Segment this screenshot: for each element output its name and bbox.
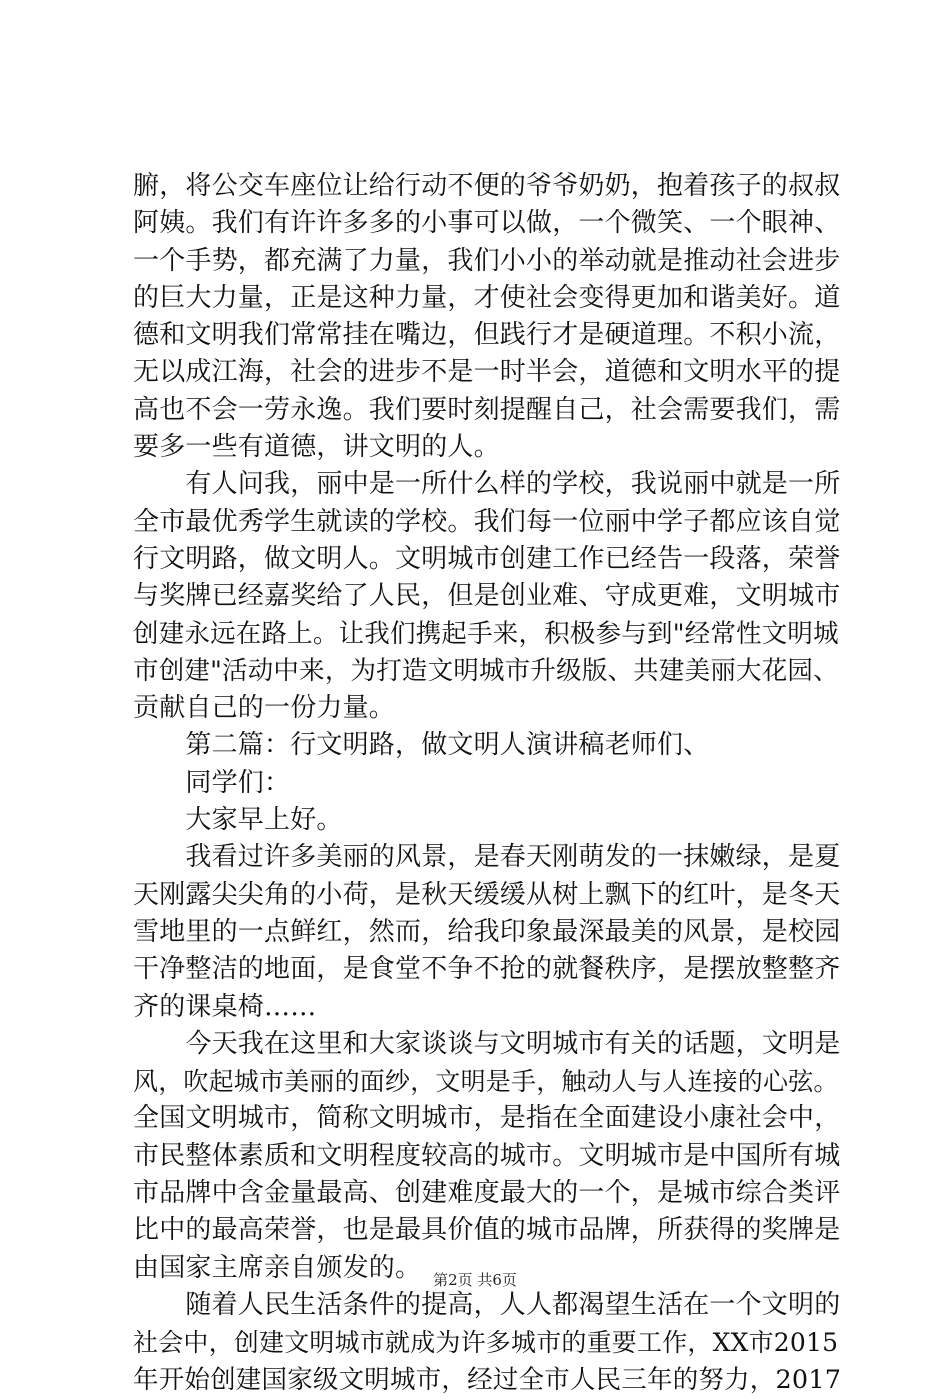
- text-line: 腑，将公交车座位让给行动不便的爷爷奶奶，抱着孩子的叔叔: [133, 171, 841, 201]
- text-line: 一个手势，都充满了力量，我们小小的举动就是推动社会进步: [133, 245, 841, 276]
- text-line: 风，吹起城市美丽的面纱，文明是手，触动人与人连接的心弦。: [133, 1067, 839, 1097]
- text-line: 要多一些有道德，讲文明的人。: [133, 432, 500, 463]
- text-line: 无以成江海，社会的进步不是一时半会，道德和文明水平的提: [133, 357, 841, 388]
- text-line: 贡献自己的一份力量。: [133, 693, 396, 724]
- salutation: 同学们：: [133, 767, 291, 798]
- text-line: 由国家主席亲自颁发的。: [133, 1252, 422, 1283]
- text-line: 市创建"活动中来，为打造文明城市升级版、共建美丽大花园、: [133, 655, 839, 686]
- text-line: 我看过许多美丽的风景，是春天刚萌发的一抹嫩绿，是夏: [133, 842, 841, 873]
- text-line: 天刚露尖尖角的小荷，是秋天缓缓从树上飘下的红叶，是冬天: [133, 879, 841, 910]
- text-line: 市民整体素质和文明程度较高的城市。文明城市是中国所有城: [133, 1140, 841, 1171]
- text-line: 高也不会一劳永逸。我们要时刻提醒自己，社会需要我们，需: [133, 394, 841, 425]
- greeting: 大家早上好。: [133, 805, 343, 836]
- text-line: 的巨大力量，正是这种力量，才使社会变得更加和谐美好。道: [133, 282, 841, 313]
- text-line: 干净整洁的地面，是食堂不争不抢的就餐秩序，是摆放整整齐: [133, 954, 841, 985]
- text-line: 德和文明我们常常挂在嘴边，但践行才是硬道理。不积小流，: [133, 320, 841, 351]
- section-heading: 第二篇：行文明路，做文明人演讲稿老师们、: [133, 730, 710, 761]
- body-text: [133, 168, 842, 1399]
- text-line: 阿姨。我们有许许多多的小事可以做，一个微笑、一个眼神、: [133, 208, 841, 239]
- text-line: 齐的课桌椅……: [133, 991, 317, 1022]
- text-line: 社会中，创建文明城市就成为许多城市的重要工作，XX市2015: [133, 1328, 839, 1358]
- text-line: 比中的最高荣誉，也是最具价值的城市品牌，所获得的奖牌是: [133, 1215, 841, 1246]
- text-line: 全市最优秀学生就读的学校。我们每一位丽中学子都应该自觉: [133, 506, 841, 537]
- text-line: 创建永远在路上。让我们携起手来，积极参与到"经常性文明城: [133, 618, 839, 649]
- text-line: 雪地里的一点鲜红，然而，给我印象最深最美的风景，是校园: [133, 916, 841, 947]
- text-line: 今天我在这里和大家谈谈与文明城市有关的话题，文明是: [133, 1028, 841, 1059]
- text-line: 与奖牌已经嘉奖给了人民，但是创业难、守成更难，文明城市: [133, 581, 841, 612]
- text-line: 随着人民生活条件的提高，人人都渴望生活在一个文明的: [133, 1289, 841, 1320]
- text-line: 年开始创建国家级文明城市，经过全市人民三年的努力，2017: [133, 1364, 842, 1395]
- text-line: 全国文明城市，简称文明城市，是指在全面建设小康社会中，: [133, 1103, 841, 1134]
- text-line: 市品牌中含金量最高、创建难度最大的一个，是城市综合类评: [133, 1178, 841, 1209]
- text-line: 行文明路，做文明人。文明城市创建工作已经告一段落，荣誉: [133, 543, 841, 574]
- page-footer: 第2页 共6页: [433, 1271, 517, 1289]
- text-line: 有人问我，丽中是一所什么样的学校，我说丽中就是一所: [133, 469, 841, 500]
